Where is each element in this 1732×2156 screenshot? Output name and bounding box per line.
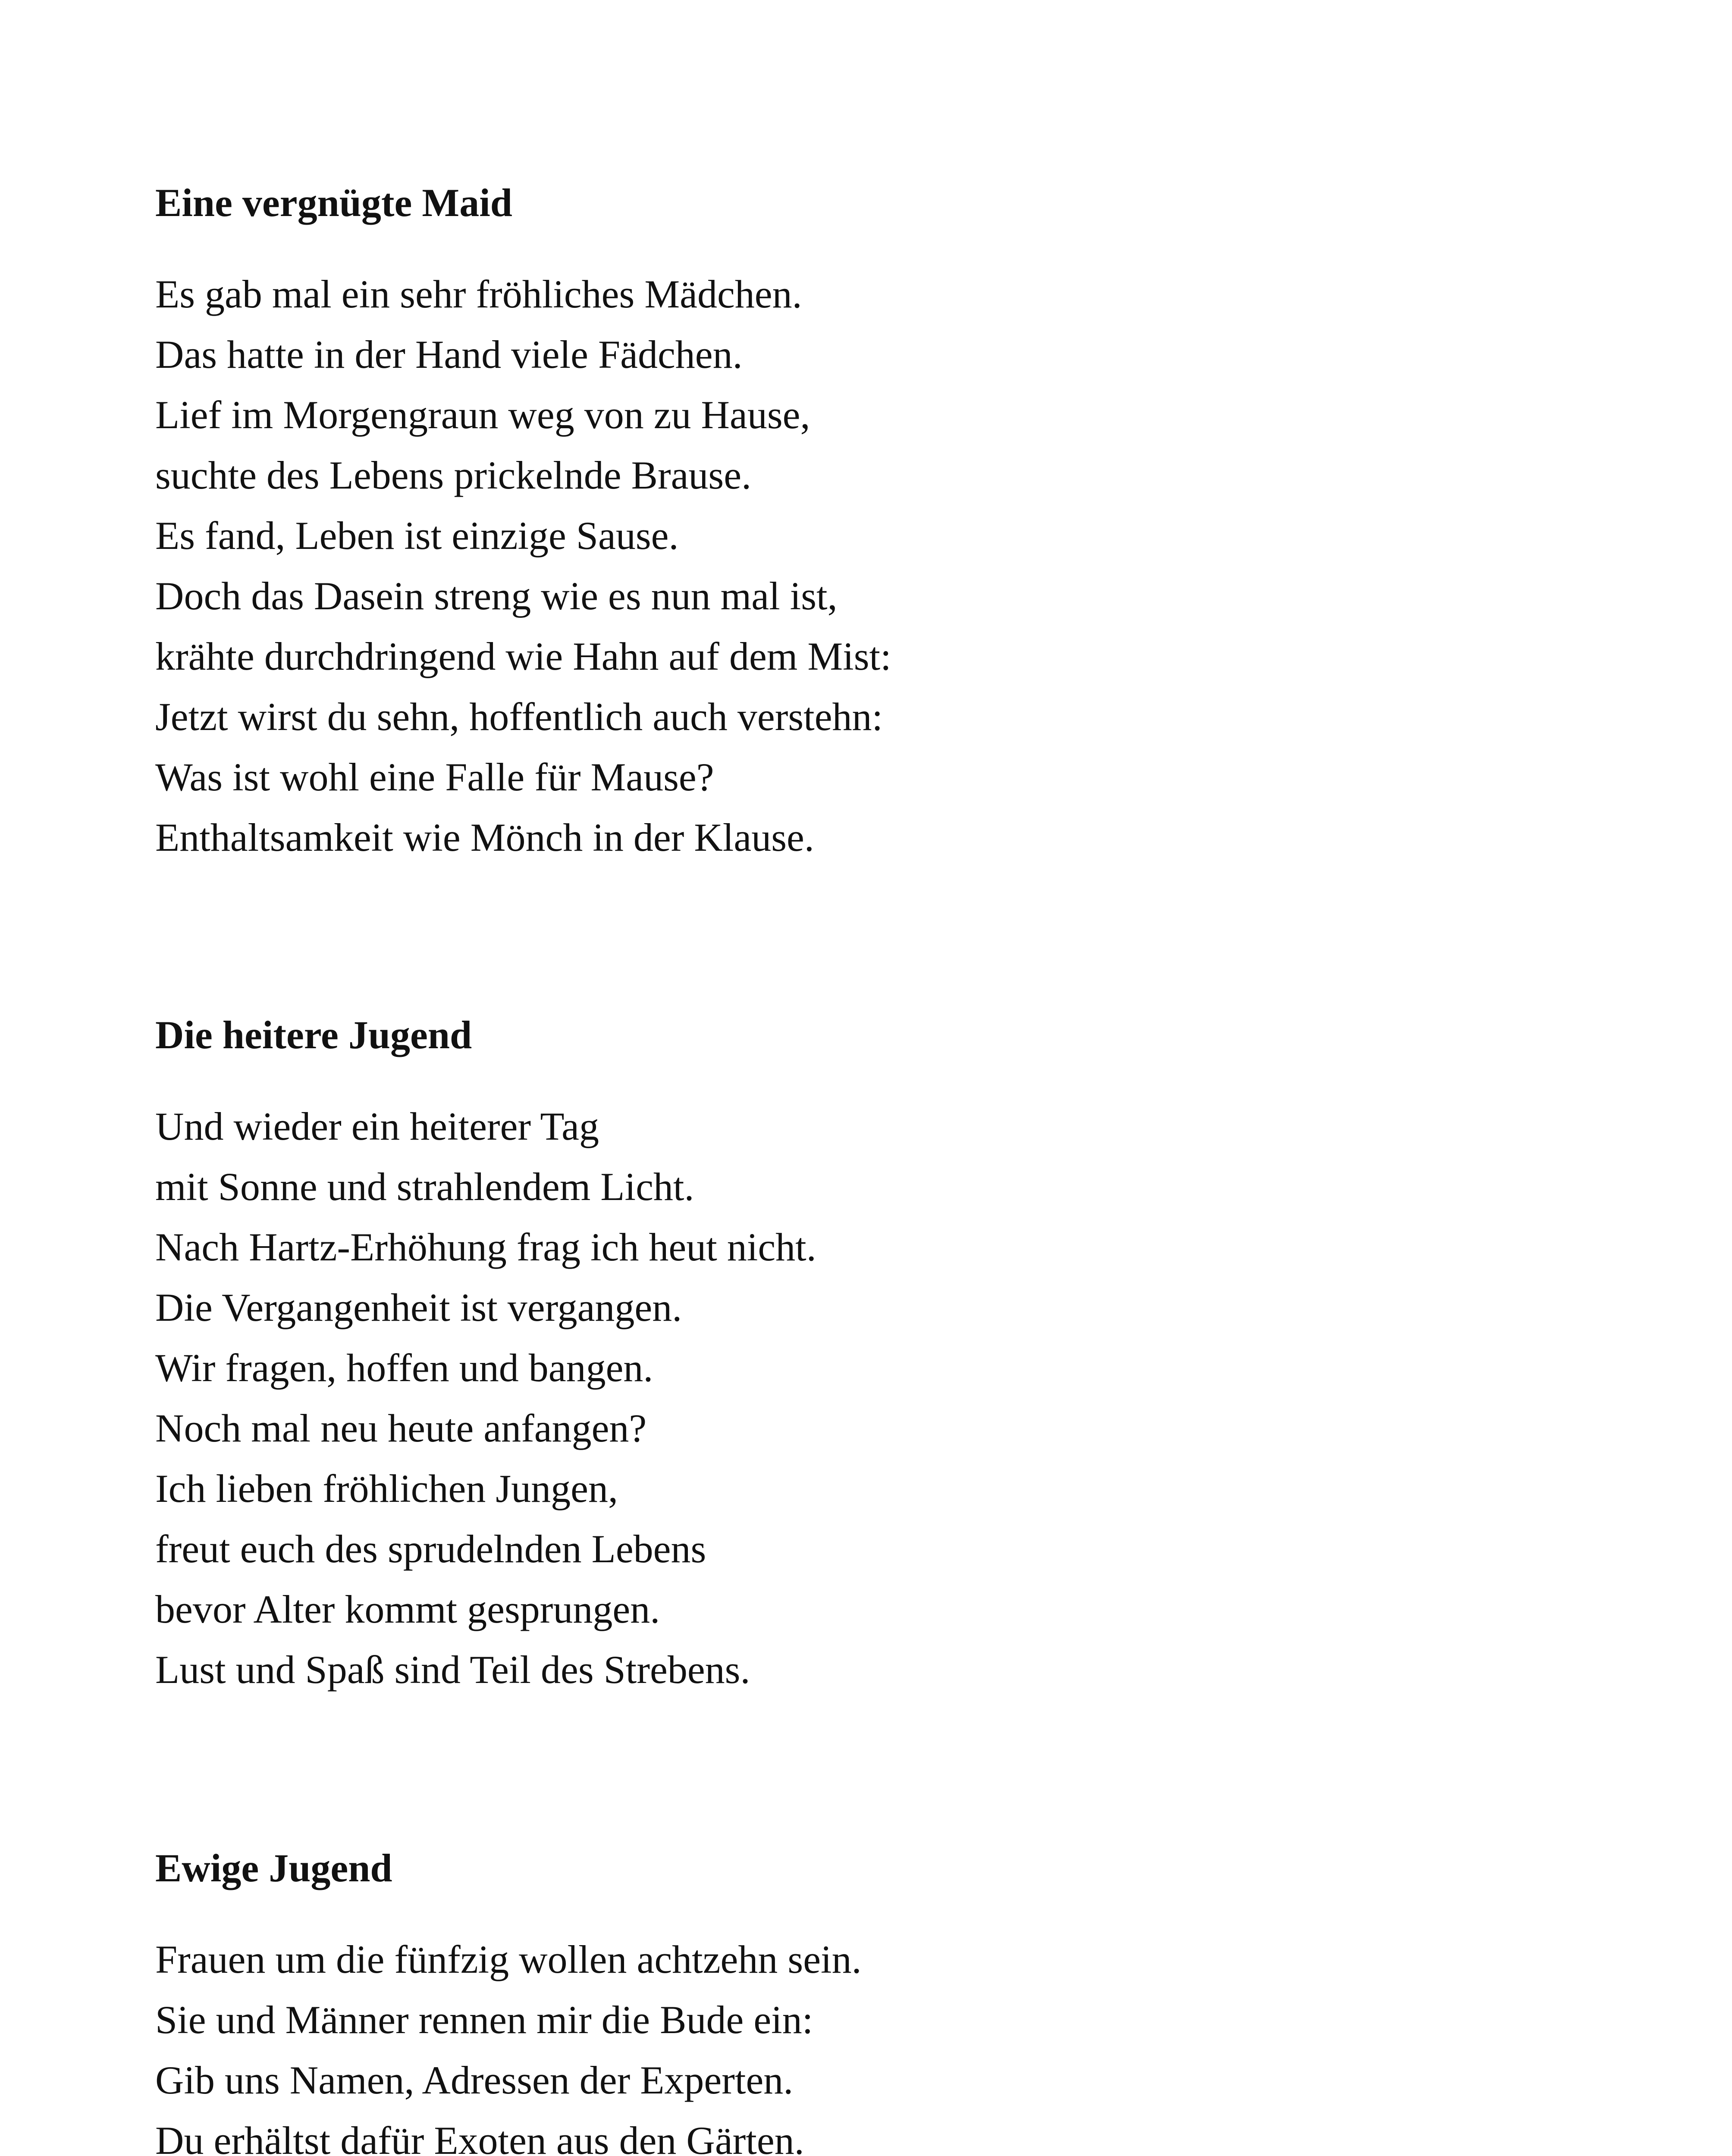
poem-line: Es gab mal ein sehr fröhliches Mädchen. — [155, 272, 802, 316]
poem-title: Eine vergnügte Maid — [155, 181, 512, 225]
poem-line: Was ist wohl eine Falle für Mause? — [155, 755, 714, 799]
poem-line: bevor Alter kommt gesprungen. — [155, 1587, 660, 1631]
poem-line: Sie und Männer rennen mir die Bude ein: — [155, 1998, 813, 2042]
poem-title: Ewige Jugend — [155, 1846, 392, 1890]
poem-line: Lief im Morgengraun weg von zu Hause, — [155, 393, 810, 437]
poem-line: suchte des Lebens prickelnde Brause. — [155, 453, 752, 497]
poem-line: Es fand, Leben ist einzige Sause. — [155, 514, 679, 558]
poem-line: Wir fragen, hoffen und bangen. — [155, 1346, 653, 1390]
poem-line: Die Vergangenheit ist vergangen. — [155, 1285, 682, 1329]
poem-line: Nach Hartz-Erhöhung frag ich heut nicht. — [155, 1225, 816, 1269]
poem-body — [155, 264, 1578, 868]
poem-line: Gib uns Namen, Adressen der Experten. — [155, 2058, 794, 2102]
poem-line: Enthaltsamkeit wie Mönch in der Klause. — [155, 815, 814, 859]
poem-line: Und wieder ein heiterer Tag — [155, 1104, 599, 1148]
poem-title: Die heitere Jugend — [155, 1013, 472, 1057]
poem-ewige-jugend — [155, 1838, 1578, 2156]
poem-line: Das hatte in der Hand viele Fädchen. — [155, 332, 743, 376]
poem-line: Ich lieben fröhlichen Jungen, — [155, 1467, 618, 1510]
poem-line: mit Sonne und strahlendem Licht. — [155, 1165, 694, 1209]
poem-body — [155, 1929, 1578, 2156]
poem-line: Doch das Dasein streng wie es nun mal ist, — [155, 574, 838, 618]
poem-line: Du erhältst dafür Exoten aus den Gärten. — [155, 2118, 804, 2156]
poem-die-heitere-jugend — [155, 1005, 1578, 1700]
poem-line: Lust und Spaß sind Teil des Strebens. — [155, 1648, 750, 1692]
poem-line: Noch mal neu heute anfangen? — [155, 1406, 647, 1450]
poem-line: Jetzt wirst du sehn, hoffentlich auch verstehn: — [155, 695, 883, 739]
poem-line: freut euch des sprudelnden Lebens — [155, 1527, 706, 1571]
poem-eine-vergnuegte-maid — [155, 172, 1578, 868]
poem-body — [155, 1096, 1578, 1700]
poem-line: Frauen um die fünfzig wollen achtzehn sein. — [155, 1937, 862, 1981]
poem-line: krähte durchdringend wie Hahn auf dem Mist: — [155, 634, 891, 678]
